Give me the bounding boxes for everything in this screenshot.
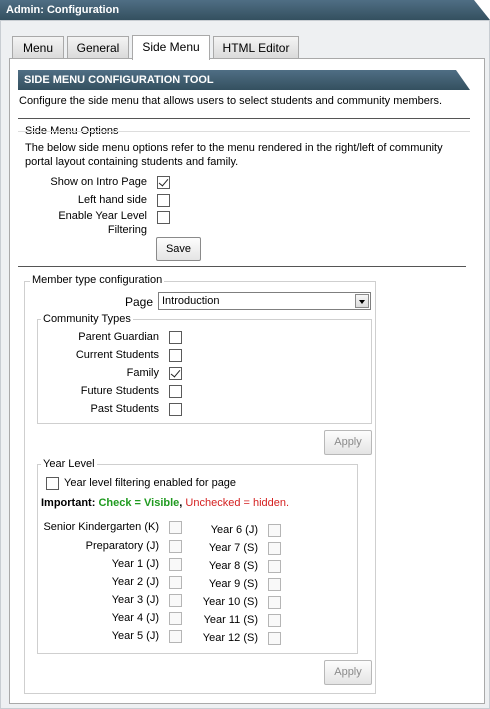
section-title: SIDE MENU CONFIGURATION TOOL <box>24 74 214 86</box>
year-level-label: Year 8 (S) <box>208 560 258 572</box>
year-checkbox-year-1[interactable] <box>169 558 182 571</box>
window-title: Admin: Configuration <box>6 4 120 16</box>
section-description: Configure the side menu that allows users to select students and community members. <box>19 95 443 107</box>
left-hand-side-label: Left hand side <box>77 194 147 206</box>
check-visible-text: Check = Visible <box>98 497 180 509</box>
title-corner-decoration <box>474 0 490 20</box>
options-info-line2: portal layout containing students and family. <box>25 156 239 168</box>
year-level-legend: Year Level <box>43 458 95 470</box>
year-level-apply-button[interactable]: Apply <box>324 660 372 685</box>
year-level-label: Year 5 (J) <box>111 630 159 642</box>
divider-2 <box>18 266 466 267</box>
year-filter-enabled-checkbox[interactable] <box>46 477 59 490</box>
chevron-down-icon[interactable] <box>355 294 369 308</box>
left-hand-side-checkbox[interactable] <box>157 194 170 207</box>
page-label: Page <box>124 295 153 309</box>
year-level-label: Year 7 (S) <box>208 542 258 554</box>
year-level-label: Senior Kindergarten (K) <box>43 521 159 533</box>
year-checkbox-senior-kindergarten[interactable] <box>169 521 182 534</box>
save-button[interactable]: Save <box>156 237 201 261</box>
divider <box>18 118 470 119</box>
year-level-label: Year 12 (S) <box>202 632 258 644</box>
year-checkbox-year-5[interactable] <box>169 630 182 643</box>
community-type-label: Current Students <box>75 349 159 361</box>
community-type-label: Future Students <box>80 385 159 397</box>
year-filter-enabled-label: Year level filtering enabled for page <box>64 477 237 489</box>
year-level-label: Year 6 (J) <box>210 524 258 536</box>
member-type-legend: Member type configuration <box>32 274 163 286</box>
year-filter-label-line1: Enable Year Level <box>58 210 147 222</box>
community-types-legend: Community Types <box>43 313 131 325</box>
show-on-intro-checkbox[interactable] <box>157 176 170 189</box>
tab-side-menu[interactable]: Side Menu <box>132 35 210 60</box>
important-prefix: Important: <box>41 497 96 509</box>
community-type-past-students-checkbox[interactable] <box>169 403 182 416</box>
year-level-label: Year 1 (J) <box>111 558 159 570</box>
year-level-label: Year 9 (S) <box>208 578 258 590</box>
community-type-current-students-checkbox[interactable] <box>169 349 182 362</box>
year-level-label: Year 2 (J) <box>111 576 159 588</box>
year-filter-checkbox[interactable] <box>157 211 170 224</box>
year-level-label: Year 4 (J) <box>111 612 159 624</box>
community-apply-button[interactable]: Apply <box>324 430 372 455</box>
community-type-future-students-checkbox[interactable] <box>169 385 182 398</box>
year-checkbox-year-11[interactable] <box>268 614 281 627</box>
year-checkbox-year-4[interactable] <box>169 612 182 625</box>
page-select-value: Introduction <box>162 295 220 307</box>
year-checkbox-year-10[interactable] <box>268 596 281 609</box>
year-level-label: Year 11 (S) <box>203 614 258 626</box>
tab-general[interactable]: General <box>67 36 129 59</box>
year-level-label: Year 3 (J) <box>111 594 159 606</box>
window-title-bar <box>0 0 490 20</box>
year-checkbox-year-3[interactable] <box>169 594 182 607</box>
community-type-family-checkbox[interactable] <box>169 367 182 380</box>
note-separator: , <box>179 497 183 509</box>
header-corner-decoration <box>456 70 470 90</box>
community-type-label: Family <box>126 367 159 379</box>
year-checkbox-preparatory[interactable] <box>169 540 182 553</box>
tab-menu[interactable]: Menu <box>12 36 64 59</box>
show-on-intro-label: Show on Intro Page <box>50 176 147 188</box>
options-info-line1: The below side menu options refer to the menu rendered in the right/left of community <box>25 142 443 154</box>
community-type-parent-guardian-checkbox[interactable] <box>169 331 182 344</box>
community-type-label: Past Students <box>90 403 159 415</box>
section-header <box>18 70 470 90</box>
year-checkbox-year-7[interactable] <box>268 542 281 555</box>
year-level-label: Year 10 (S) <box>202 596 258 608</box>
year-checkbox-year-2[interactable] <box>169 576 182 589</box>
important-note <box>41 497 289 509</box>
year-filter-label-line2: Filtering <box>107 224 147 236</box>
options-legend: Side Menu Options <box>25 125 119 137</box>
year-checkbox-year-9[interactable] <box>268 578 281 591</box>
year-checkbox-year-12[interactable] <box>268 632 281 645</box>
tab-html-editor[interactable]: HTML Editor <box>213 36 299 59</box>
year-checkbox-year-6[interactable] <box>268 524 281 537</box>
page-select[interactable] <box>158 292 371 310</box>
year-checkbox-year-8[interactable] <box>268 560 281 573</box>
year-level-label: Preparatory (J) <box>85 540 159 552</box>
community-type-label: Parent Guardian <box>78 331 159 343</box>
unchecked-hidden-text: Unchecked = hidden. <box>185 497 290 509</box>
